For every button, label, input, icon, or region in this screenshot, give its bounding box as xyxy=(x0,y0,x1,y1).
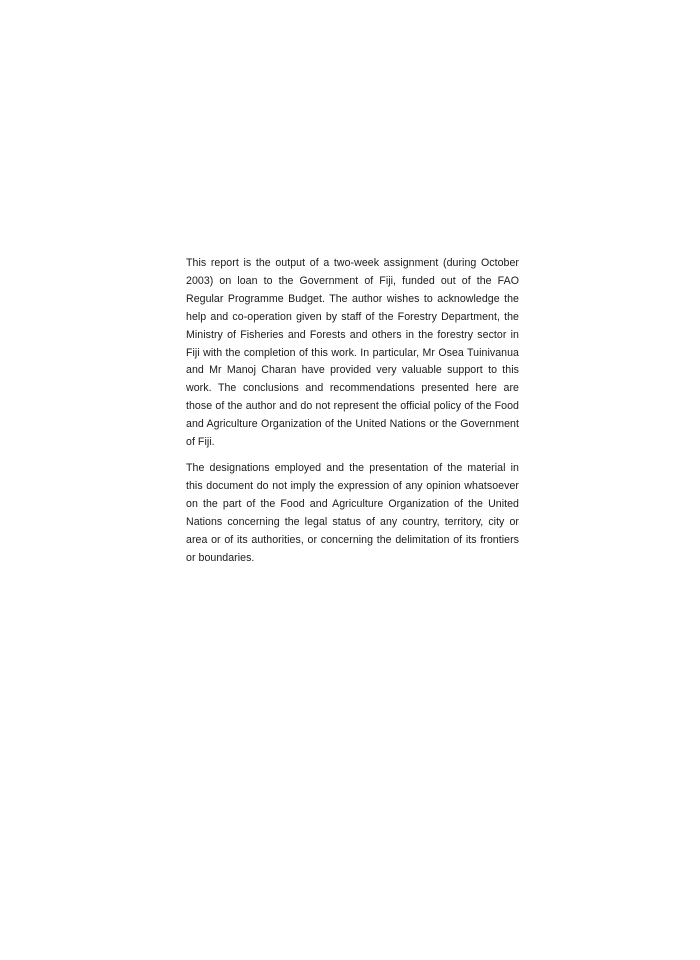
disclaimer-paragraph: The designations employed and the presentation of the material in this document do not imply the expression of any opinion whatsoever on the part of the Food and Agriculture Organization of the United Nations concerning the legal status of any country, territory, city or area or of its authorities, or concerning the delimitation of its frontiers or boundaries. xyxy=(186,462,519,564)
acknowledgement-paragraph: This report is the output of a two-week assignment (during October 2003) on loan to the Government of Fiji, funded out of the FAO Regular Programme Budget. The author wishes to acknowledge the help and co-operation given by staff of the Forestry Department, the Ministry of Fisheries and Forests and others in the forestry sector in Fiji with the completion of this work. In particular, Mr Osea Tuinivanua and Mr Manoj Charan have provided very valuable support to this work. The conclusions and recommendations presented here are those of the author and do not represent the official policy of the Food and Agriculture Organization of the United Nations or the Government of Fiji. xyxy=(186,257,519,449)
